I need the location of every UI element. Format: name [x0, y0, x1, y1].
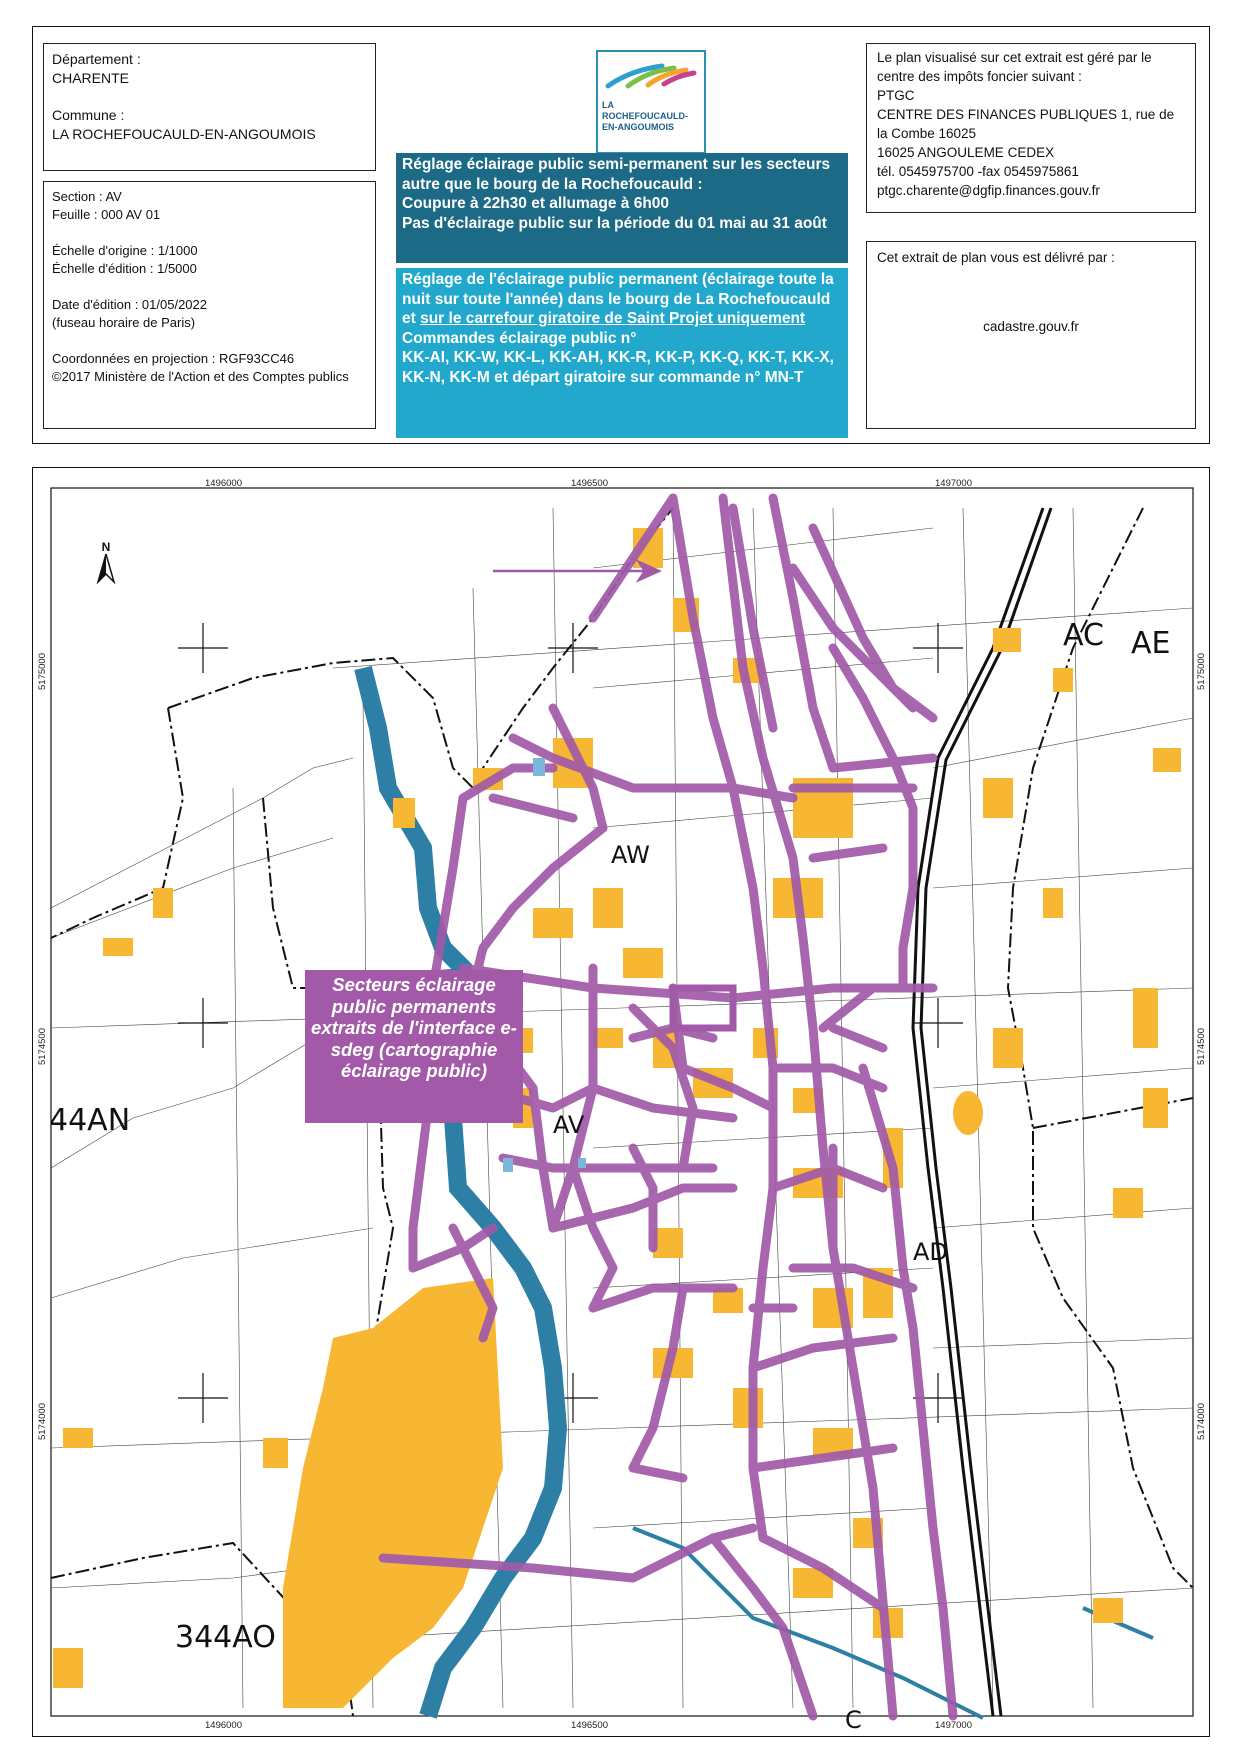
delivered-label: Cet extrait de plan vous est délivré par :	[877, 250, 1115, 265]
delivery-box	[866, 241, 1196, 429]
semi-permanent-lighting-banner	[396, 153, 848, 263]
logo-text: LA ROCHEFOUCAULD- EN-ANGOUMOIS	[602, 100, 688, 132]
section-label-44an: 44AN	[49, 1103, 131, 1138]
coord-left-3: 5174000	[37, 1403, 48, 1440]
coord-right-3: 5174000	[1196, 1403, 1207, 1440]
permanent-text-1: Réglage de l'éclairage public permanent (éclairage toute la nuit sur toute l'année) dans le bourg de La Rochefoucauld et	[402, 271, 834, 327]
commune-value: LA ROCHEFOUCAULD-EN-ANGOUMOIS	[52, 126, 316, 142]
echelle-edition: Échelle d'édition : 1/5000	[52, 261, 197, 276]
delivered-by: cadastre.gouv.fr	[983, 319, 1079, 334]
echelle-origine: Échelle d'origine : 1/1000	[52, 243, 198, 258]
cadastral-map[interactable]	[32, 467, 1210, 1737]
north-label: N	[101, 540, 111, 554]
lighting-callout: Secteurs éclairage public permanents extraits de l'interface e-sdeg (cartographie éclairage public)	[305, 970, 523, 1123]
section-value: Section : AV	[52, 189, 122, 204]
date-edition: Date d'édition : 01/05/2022	[52, 297, 207, 312]
coord-top-3: 1497000	[935, 478, 972, 489]
north-arrow-icon	[96, 554, 116, 584]
coord-left-2: 5174500	[37, 1028, 48, 1065]
section-label-ac: AC	[1063, 618, 1104, 653]
coord-bottom-3: 1497000	[935, 1720, 972, 1731]
section-label-av: AV	[553, 1111, 585, 1139]
tax-center-box	[866, 43, 1196, 213]
feuille-value: Feuille : 000 AV 01	[52, 207, 161, 222]
coord-bottom-1: 1496000	[205, 1720, 242, 1731]
section-label-aw: AW	[611, 841, 650, 869]
commune-logo	[596, 50, 706, 154]
coord-top-1: 1496000	[205, 478, 242, 489]
coordonnees-projection: Coordonnées en projection : RGF93CC46	[52, 351, 295, 366]
departement-value: CHARENTE	[52, 70, 130, 86]
coord-right-2: 5174500	[1196, 1028, 1207, 1065]
departement-label: Département :	[52, 51, 141, 67]
permanent-text-2: Commandes éclairage public n° KK-AI, KK-W, KK-L, KK-AH, KK-R, KK-P, KK-Q, KK-T, KK-X, KK-N, KK-M et départ giratoire sur commande n° MN-T	[402, 329, 834, 386]
coord-bottom-2: 1496500	[571, 1720, 608, 1731]
coord-left-1: 5175000	[37, 653, 48, 690]
copyright-text: ©2017 Ministère de l'Action et des Comptes publics	[52, 369, 349, 384]
section-box	[43, 181, 376, 429]
semi-permanent-text: Réglage éclairage public semi-permanent sur les secteurs autre que le bourg de la Rochefoucauld : Coupure à 22h30 et allumage à 6h00 Pas d'éclairage public sur la période du 01 mai au 31 août	[402, 156, 831, 232]
map-canvas	[33, 468, 1210, 1737]
logo-swoosh-icon	[598, 52, 704, 102]
buildings	[53, 528, 1181, 1708]
coord-top-2: 1496500	[571, 478, 608, 489]
section-label-c: C	[845, 1706, 862, 1734]
fuseau-horaire: (fuseau horaire de Paris)	[52, 315, 196, 330]
permanent-text-underlined: sur le carrefour giratoire de Saint Projet uniquement	[420, 310, 806, 327]
commune-label: Commune :	[52, 107, 125, 123]
permanent-lighting-banner	[396, 268, 848, 438]
section-label-ae: AE	[1131, 626, 1171, 661]
north-arrow	[96, 540, 116, 589]
tax-center-text: Le plan visualisé sur cet extrait est géré par le centre des impôts foncier suivant : PTGC CENTRE DES FINANCES PUBLIQUES 1, rue de la Combe 16025 16025 ANGOULEME CEDEX tél. 0545975700 -fax 0545975861 ptgc.charente@dgfip.finances.gouv.fr	[877, 50, 1175, 198]
commune-boundary	[51, 508, 1193, 1716]
section-label-344ao: 344AO	[175, 1620, 276, 1655]
section-label-ad: AD	[913, 1238, 948, 1266]
commune-box	[43, 43, 376, 171]
coord-right-1: 5175000	[1196, 653, 1207, 690]
